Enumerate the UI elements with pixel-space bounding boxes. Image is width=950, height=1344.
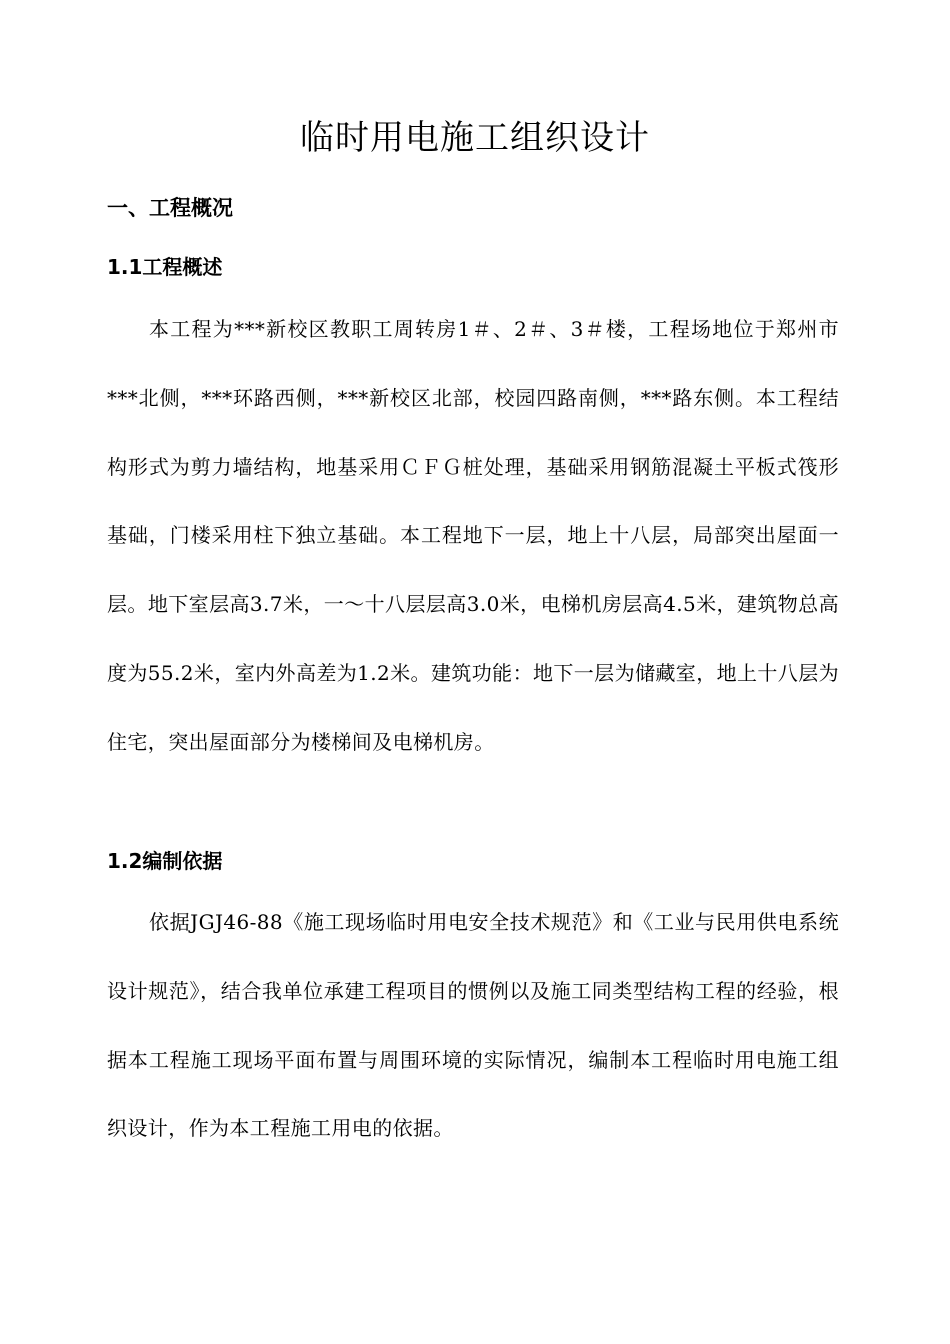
- basis-paragraph: 依据JGJ46-88《施工现场临时用电安全技术规范》和《工业与民用供电系统设计规范》，结合我单位承建工程项目的惯例以及施工同类型结构工程的经验，根据本工程施工现场平面布置与周围环境的实际情况，编制本工程临时用电施工组织设计，作为本工程施工用电的依据。: [107, 910, 839, 1141]
- subsection-heading-basis: 1.2编制依据: [107, 849, 223, 873]
- section-heading-overview: 一、工程概况: [107, 196, 233, 220]
- document-title: 临时用电施工组织设计: [300, 118, 650, 158]
- subsection-heading-project-summary: 1.1工程概述: [107, 255, 223, 279]
- project-summary-paragraph: 本工程为***新校区教职工周转房1＃、2＃、3＃楼，工程场地位于郑州市***北侧，***环路西侧，***新校区北部，校园四路南侧，***路东侧。本工程结构形式为剪力墙结构，地基采用ＣＦＧ桩处理，基础采用钢筋混凝土平板式筏形基础，门楼采用柱下独立基础。本工程地下一层，地上十八层，局部突出屋面一层。地下室层高3.7米，一～十八层层高3.0米，电梯机房层高4.5米，建筑物总高度为55.2米，室内外高差为1.2米。建筑功能：地下一层为储藏室，地上十八层为住宅，突出屋面部分为楼梯间及电梯机房。: [107, 317, 839, 754]
